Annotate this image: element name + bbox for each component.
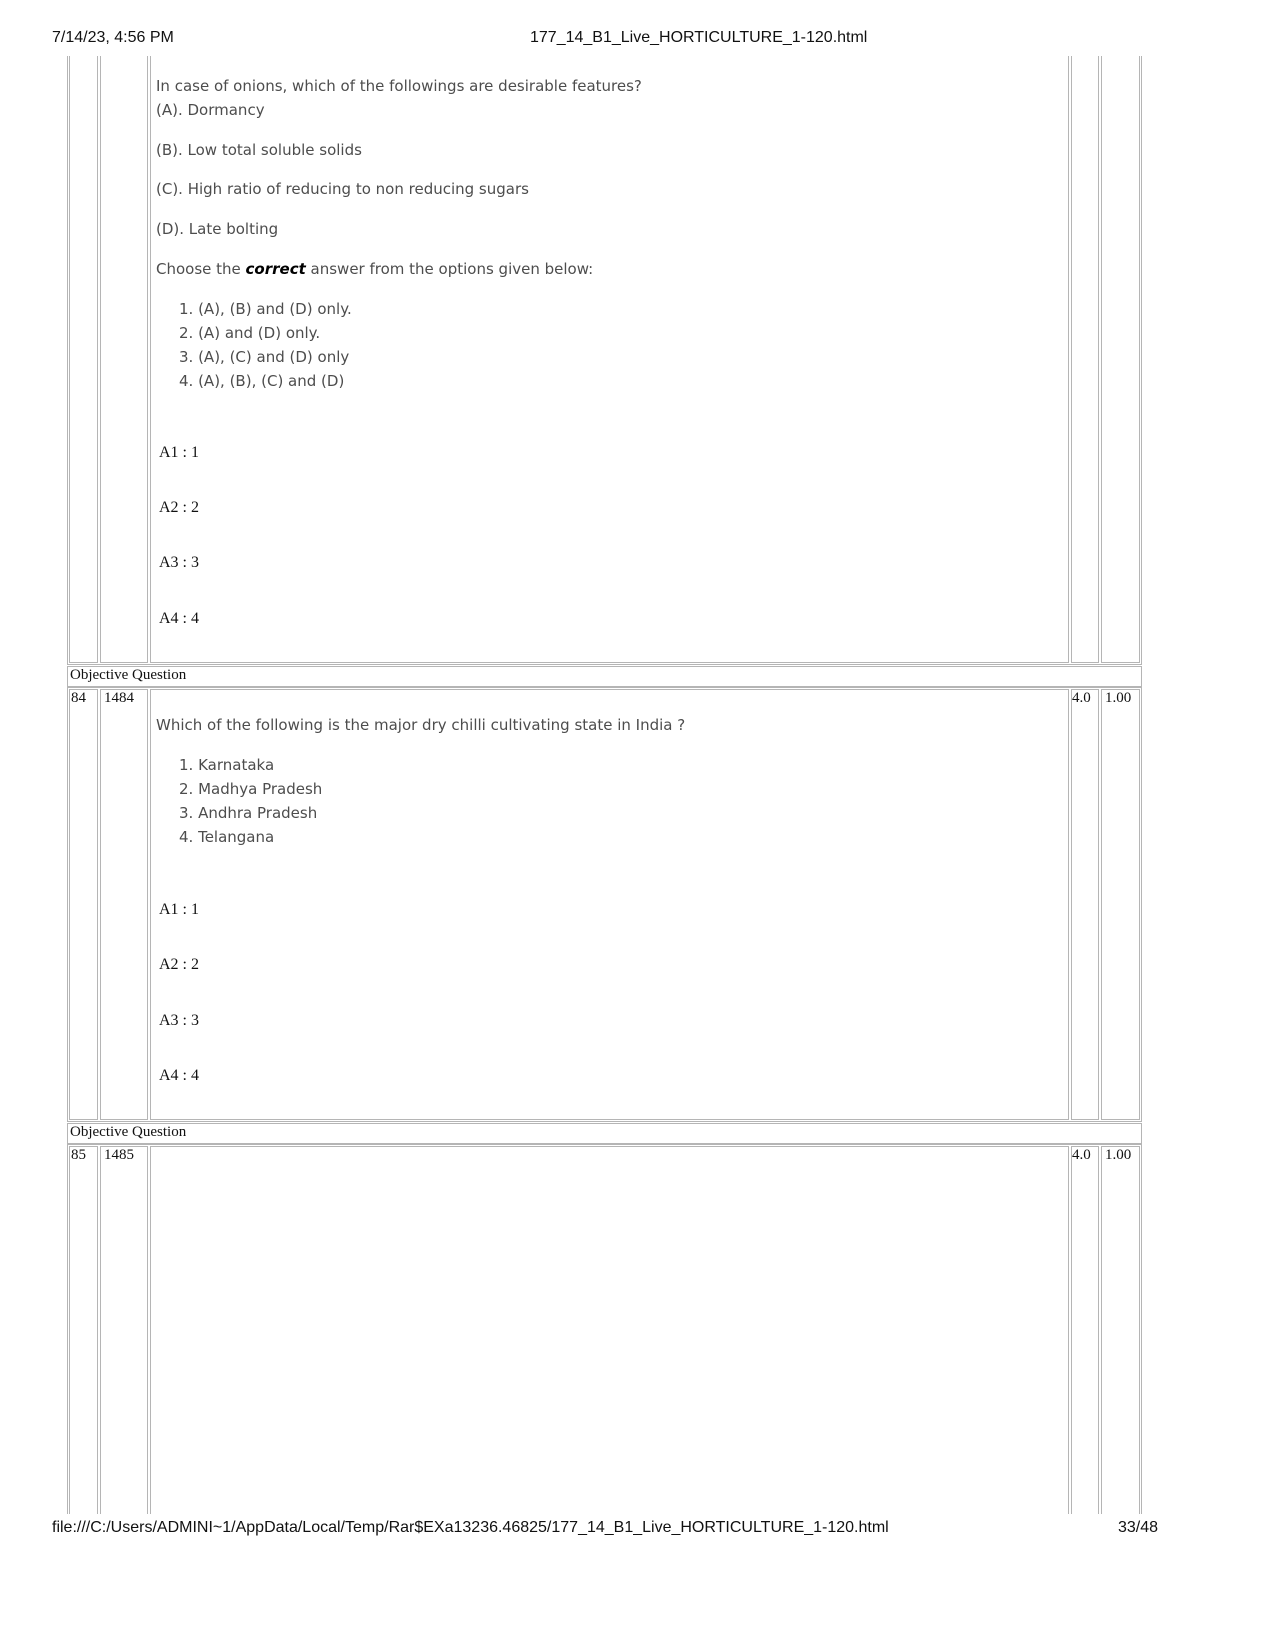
- sno-cell: [69, 689, 98, 1120]
- question-cell: [150, 1146, 1069, 1514]
- statement-d: (D). Late bolting: [156, 220, 279, 238]
- question-cell: [150, 689, 1069, 1120]
- serial-number: 84: [71, 690, 86, 706]
- question-stem: Which of the following is the major dry chilli cultivating state in India ?: [156, 716, 686, 734]
- section-label: Objective Question: [70, 667, 187, 683]
- section-label: Objective Question: [70, 1124, 187, 1140]
- marks-value: 4.0: [1072, 690, 1091, 706]
- answer-a2: A2 : 2: [159, 956, 199, 973]
- option-4: 4. (A), (B), (C) and (D): [179, 372, 345, 390]
- answer-a1: A1 : 1: [159, 444, 199, 461]
- document-title: 177_14_B1_Live_HORTICULTURE_1-120.html: [530, 29, 868, 46]
- negative-marks-value: 1.00: [1105, 1147, 1132, 1163]
- answer-a4: A4 : 4: [159, 610, 199, 627]
- option-3: 3. (A), (C) and (D) only: [179, 348, 350, 366]
- negative-marks-value: 1.00: [1105, 690, 1132, 706]
- statement-a: (A). Dormancy: [156, 101, 265, 119]
- marks-cell: [1071, 689, 1099, 1120]
- page-number: 33/48: [1118, 1519, 1159, 1536]
- answer-a3: A3 : 3: [159, 1012, 199, 1029]
- sno-cell: [69, 1146, 98, 1514]
- option-1: 1. Karnataka: [179, 756, 275, 774]
- question-id: 1484: [104, 690, 134, 706]
- sno-cell: [69, 56, 98, 663]
- answer-a2: A2 : 2: [159, 499, 199, 516]
- marks-value: 4.0: [1072, 1147, 1091, 1163]
- marks-cell: [1071, 56, 1099, 663]
- option-2: 2. (A) and (D) only.: [179, 324, 321, 342]
- question-id: 1485: [104, 1147, 134, 1163]
- statement-b: (B). Low total soluble solids: [156, 141, 362, 159]
- marks-cell: [1071, 1146, 1099, 1514]
- answer-a1: A1 : 1: [159, 901, 199, 918]
- option-4: 4. Telangana: [179, 828, 275, 846]
- qid-cell: [100, 56, 148, 663]
- question-stem: In case of onions, which of the followings are desirable features?: [156, 77, 642, 95]
- qid-cell: [100, 1146, 148, 1514]
- answer-a3: A3 : 3: [159, 554, 199, 571]
- file-path: file:///C:/Users/ADMINI~1/AppData/Local/Temp/Rar$EXa13236.46825/177_14_B1_Live_HORTICULTURE_1-120.html: [52, 1519, 889, 1536]
- option-2: 2. Madhya Pradesh: [179, 780, 323, 798]
- section-label-row: [67, 1123, 1142, 1144]
- serial-number: 85: [71, 1147, 86, 1163]
- negative-marks-cell: [1101, 689, 1140, 1120]
- choose-instruction: Choose the correct answer from the options given below:: [156, 260, 594, 278]
- print-datetime: 7/14/23, 4:56 PM: [52, 29, 174, 46]
- negative-marks-cell: [1101, 56, 1140, 663]
- answer-a4: A4 : 4: [159, 1067, 199, 1084]
- negative-marks-cell: [1101, 1146, 1140, 1514]
- option-1: 1. (A), (B) and (D) only.: [179, 300, 352, 318]
- section-label-row: [67, 666, 1142, 687]
- statement-c: (C). High ratio of reducing to non reducing sugars: [156, 180, 529, 198]
- option-3: 3. Andhra Pradesh: [179, 804, 318, 822]
- qid-cell: [100, 689, 148, 1120]
